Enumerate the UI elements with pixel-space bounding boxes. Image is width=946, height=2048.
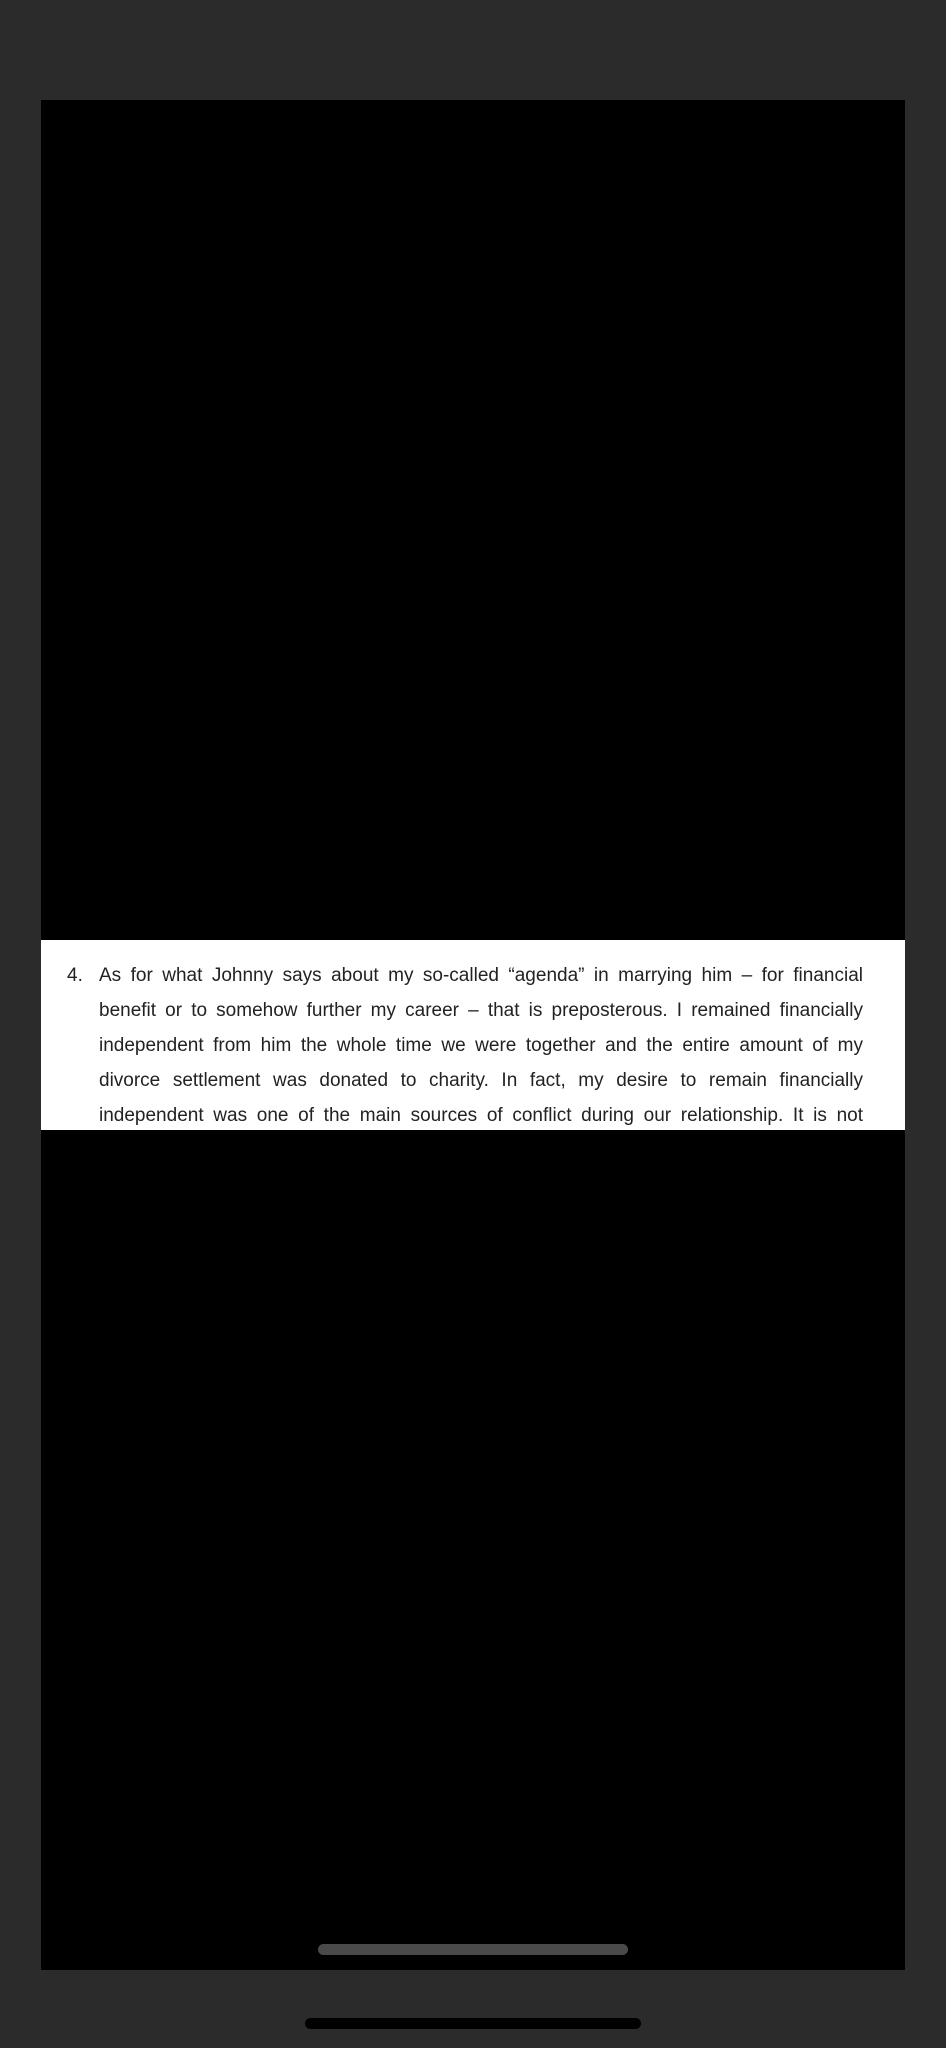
- home-indicator[interactable]: [305, 2018, 641, 2029]
- image-viewer[interactable]: [41, 100, 905, 1970]
- text-line: As for what Johnny says about my so-called “agenda” in marrying him – for financial: [99, 965, 863, 986]
- numbered-paragraph: [67, 958, 863, 1130]
- text-line: divorce settlement was donated to charity. In fact, my desire to remain financially: [99, 1070, 863, 1091]
- text-line: independent from him the whole time we were together and the entire amount of my: [99, 1035, 863, 1056]
- document-excerpt: [41, 940, 905, 1130]
- paragraph-text: [99, 958, 863, 1130]
- text-line: independent was one of the main sources of conflict during our relationship. It is not: [99, 1105, 863, 1126]
- paragraph-number: 4.: [67, 965, 83, 986]
- viewer-scroll-handle[interactable]: [318, 1944, 628, 1955]
- text-line: benefit or to somehow further my career – that is preposterous. I remained financially: [99, 1000, 863, 1021]
